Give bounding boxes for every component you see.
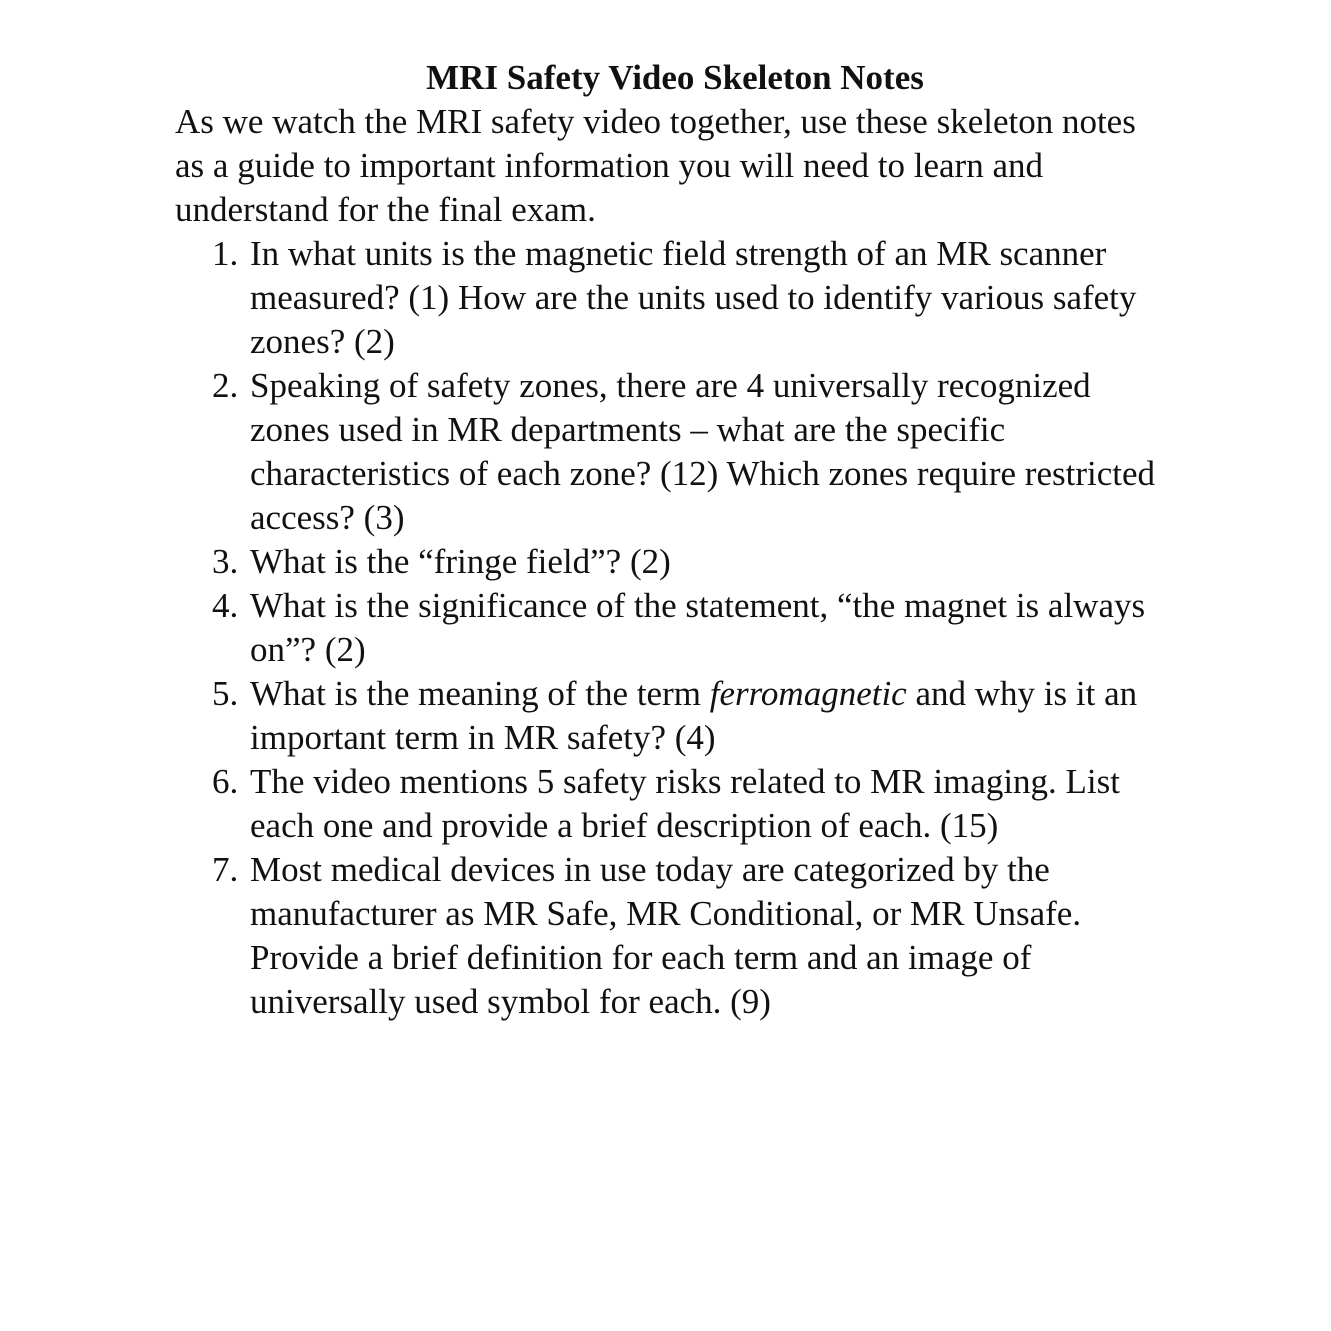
question-number: 2.	[212, 366, 239, 405]
question-item	[175, 584, 1165, 672]
question-item	[175, 848, 1165, 1024]
question-item	[175, 760, 1165, 848]
question-number: 4.	[212, 586, 239, 625]
question-item	[175, 540, 1165, 584]
question-text: What is the “fringe field”? (2)	[250, 542, 671, 581]
question-list	[175, 232, 1165, 1024]
document-page	[175, 56, 1165, 1024]
question-number: 6.	[212, 762, 239, 801]
intro-paragraph: As we watch the MRI safety video together, use these skeleton notes as a guide to important information you will need to learn and understand for the final exam.	[175, 102, 1136, 229]
question-text: Most medical devices in use today are categorized by the manufacturer as MR Safe, MR Conditional, or MR Unsafe. Provide a brief definition for each term and an image of universally used symbol for each. (9)	[250, 850, 1082, 1021]
question-number: 3.	[212, 542, 239, 581]
question-number: 1.	[212, 234, 239, 273]
document-title: MRI Safety Video Skeleton Notes	[426, 58, 924, 97]
question-text-before: What is the meaning of the term	[250, 674, 710, 713]
question-text: Speaking of safety zones, there are 4 universally recognized zones used in MR departments – what are the specific characteristics of each zone? (12) Which zones require restricted access? (3)	[250, 366, 1155, 537]
question-text-after: and why is it an important term in MR safety? (4)	[250, 674, 1138, 757]
question-item	[175, 672, 1165, 760]
question-item	[175, 232, 1165, 364]
question-number: 5.	[212, 674, 239, 713]
question-text: In what units is the magnetic field strength of an MR scanner measured? (1) How are the units used to identify various safety zones? (2)	[250, 234, 1137, 361]
question-text: What is the significance of the statement, “the magnet is always on”? (2)	[250, 586, 1146, 669]
question-number: 7.	[212, 850, 239, 889]
question-emphasis-term: ferromagnetic	[709, 674, 907, 713]
question-item	[175, 364, 1165, 540]
question-text: The video mentions 5 safety risks related to MR imaging. List each one and provide a brief description of each. (15)	[250, 762, 1120, 845]
